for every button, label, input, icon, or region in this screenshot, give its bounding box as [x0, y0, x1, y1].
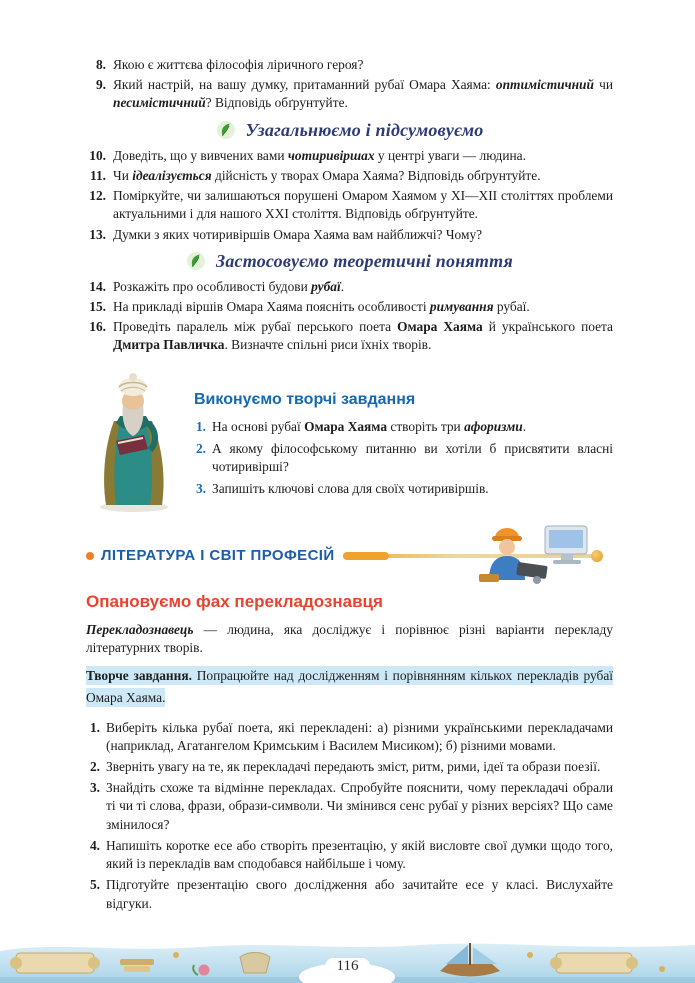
item-number: 8. — [95, 57, 106, 72]
highlighted-task-text: Творче завдання. Попрацюйте над дослідженням і порівнянням кількох перекладів рубаї Омара Хаяма. — [86, 668, 613, 705]
step-item — [86, 758, 613, 776]
section-heading-theory — [86, 251, 613, 272]
item-text: Чи ідеалізується дійсність у творах Омара Хаяма? Відповідь обґрунтуйте. — [113, 167, 541, 183]
item-number: 11. — [90, 167, 106, 183]
professions-band — [86, 532, 613, 580]
leaf-swirl-icon — [216, 120, 236, 140]
professions-band-title: ЛІТЕРАТУРА І СВІТ ПРОФЕСІЙ — [101, 547, 335, 565]
item-text: Напишіть коротке есе або створіть презентацію, у якій висловте свої думки щодо того, який із перекладів вам сподобався найбільше і чому. — [106, 837, 613, 872]
item-number: 3. — [195, 481, 206, 497]
question-item — [86, 278, 613, 296]
theory-question-list — [86, 278, 613, 355]
task-item — [194, 440, 613, 476]
leaf-swirl-icon — [186, 251, 206, 271]
item-number: 2. — [89, 759, 100, 774]
omar-khayyam-illustration — [86, 363, 188, 518]
item-number: 10. — [89, 147, 106, 163]
item-number: 4. — [89, 837, 100, 853]
questions-top-list — [86, 56, 613, 113]
item-number: 5. — [89, 877, 100, 893]
question-item — [86, 147, 613, 165]
page-number: 116 — [325, 958, 371, 975]
item-number: 12. — [89, 188, 106, 204]
step-item — [86, 876, 613, 912]
step-item — [86, 837, 613, 873]
item-text: На основі рубаї Омара Хаяма створіть три афоризми. — [212, 418, 527, 434]
item-text: Якою є життєва філософія ліричного героя? — [113, 57, 364, 72]
item-text: Зверніть увагу на те, як перекладачі передають зміст, ритм, рими, ідеї та образи поезії. — [106, 759, 601, 774]
item-text: Думки з яких чотиривіршів Омара Хаяма вам найближчі? Чому? — [113, 226, 483, 242]
question-item — [86, 167, 613, 185]
footer — [0, 935, 695, 983]
bullet-icon — [86, 552, 94, 560]
page-content — [86, 56, 613, 916]
item-number: 15. — [89, 298, 106, 314]
item-number: 1. — [89, 719, 100, 735]
creative-tasks-block — [86, 363, 613, 518]
section-title: Застосовуємо теоретичні поняття — [216, 250, 513, 271]
creative-tasks-body — [188, 363, 613, 518]
item-text: Виберіть кілька рубаї поета, які перекладені: а) різними українськими перекладачами (наприклад, Агатангелом Кримським і Василем Мисиком); б) різними мовами. — [106, 719, 613, 753]
item-number: 16. — [89, 319, 106, 335]
item-text: Запишіть ключові слова для своїх чотиривіршів. — [212, 481, 489, 497]
profession-heading: Опановуємо фах перекладознавця — [86, 591, 383, 611]
item-text: Розкажіть про особливості будови рубаї. — [113, 278, 345, 294]
item-text: На прикладі віршів Омара Хаяма поясніть особливості римування рубаї. — [113, 298, 530, 314]
research-steps-list — [86, 719, 613, 913]
item-number: 2. — [195, 440, 206, 456]
item-number: 9. — [95, 77, 106, 93]
step-item — [86, 719, 613, 755]
task-item — [194, 480, 613, 498]
task-paragraph — [86, 665, 613, 708]
definition-paragraph: Перекладознавець — людина, яка досліджує і порівнює різні варіанти перекладу літературних творів. — [86, 621, 613, 656]
item-text: Підготуйте презентацію свого дослідження або зачитайте есе у класі. Вислухайте відгуки. — [106, 877, 613, 911]
question-item — [86, 298, 613, 316]
question-item — [86, 226, 613, 244]
item-text: Доведіть, що у вивчених вами чотиривіршах у центрі уваги — людина. — [113, 147, 526, 163]
item-number: 14. — [89, 278, 106, 294]
question-item — [86, 187, 613, 223]
item-text: А якому філософському питанню ви хотіли б присвятити власні чотиривірші? — [212, 440, 613, 475]
step-item — [86, 779, 613, 834]
item-text: Який настрій, на вашу думку, притаманний рубаї Омара Хаяма: оптимістичний чи песимістичний? Відповідь обґрунтуйте. — [113, 77, 613, 111]
item-number: 1. — [195, 418, 206, 434]
creative-tasks-title: Виконуємо творчі завдання — [194, 390, 416, 408]
item-number: 13. — [89, 226, 106, 242]
creative-task-list — [194, 418, 613, 499]
item-text: Знайдіть схоже та відмінне перекладах. Спробуйте пояснити, чому перекладачі обрали ті чи ті слова, фрази, образи-символи. Чи змінився сенс рубаї у різних версіях? Що саме змінилося? — [106, 780, 613, 832]
item-number: 3. — [89, 780, 100, 796]
section-heading-summary — [86, 120, 613, 141]
question-item — [86, 76, 613, 112]
item-text: Проведіть паралель між рубаї перського поета Омара Хаяма й українського поета Дмитра Павличка. Визначте спільні риси їхніх творів. — [113, 319, 613, 353]
question-item — [86, 56, 613, 74]
summary-question-list — [86, 147, 613, 244]
question-item — [86, 318, 613, 354]
profession-illustration — [475, 522, 595, 586]
task-item — [194, 418, 613, 436]
section-title: Узагальнюємо і підсумовуємо — [245, 119, 484, 140]
item-text: Поміркуйте, чи залишаються порушені Омаром Хаямом у XI—XII століттях проблеми актуальними і для нашого XXI століття. Відповідь обґрунтуйте. — [113, 188, 613, 222]
